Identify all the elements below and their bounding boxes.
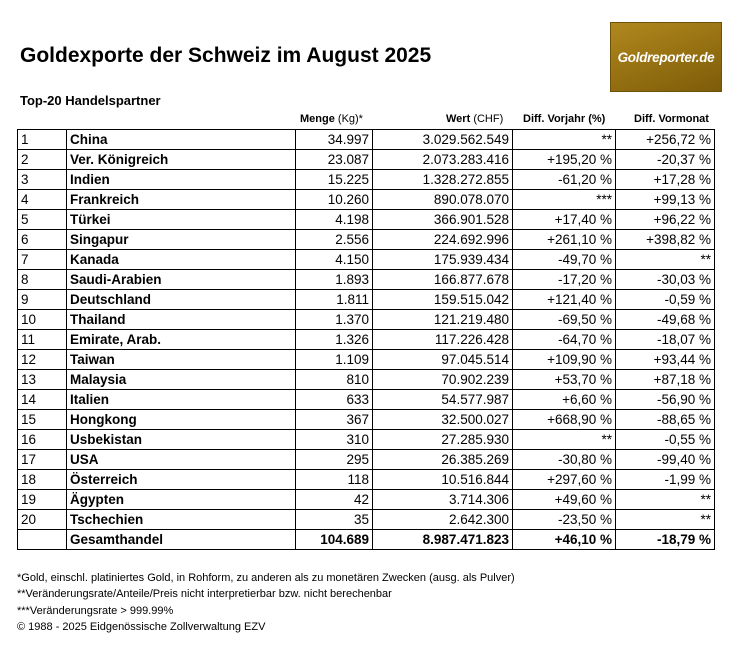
country-cell: China — [67, 130, 296, 150]
rank-cell: 19 — [18, 490, 67, 510]
diff-vormonat-cell: -18,07 % — [616, 330, 715, 350]
rank-cell: 4 — [18, 190, 67, 210]
quantity-cell: 295 — [296, 450, 373, 470]
country-cell: Malaysia — [67, 370, 296, 390]
diff-vorjahr-cell: +668,90 % — [513, 410, 616, 430]
diff-vormonat-cell: -99,40 % — [616, 450, 715, 470]
value-cell: 2.073.283.416 — [373, 150, 513, 170]
diff-vorjahr-cell: +6,60 % — [513, 390, 616, 410]
diff-vormonat-cell: +99,13 % — [616, 190, 715, 210]
total-diff-vormonat-cell: -18,79 % — [616, 530, 715, 550]
diff-vorjahr-cell: -23,50 % — [513, 510, 616, 530]
value-cell: 26.385.269 — [373, 450, 513, 470]
rank-cell: 12 — [18, 350, 67, 370]
value-cell: 366.901.528 — [373, 210, 513, 230]
table-subtitle: Top-20 Handelspartner — [20, 93, 161, 108]
value-cell: 10.516.844 — [373, 470, 513, 490]
diff-vormonat-cell: ** — [616, 250, 715, 270]
total-rank-cell — [18, 530, 67, 550]
value-cell: 121.219.480 — [373, 310, 513, 330]
diff-vormonat-cell: +96,22 % — [616, 210, 715, 230]
table-row — [18, 350, 715, 370]
quantity-cell: 4.198 — [296, 210, 373, 230]
diff-vorjahr-cell: +17,40 % — [513, 210, 616, 230]
footnote-not-interpretable: **Veränderungsrate/Anteile/Preis nicht interpretierbar bzw. nicht berechenbar — [17, 588, 392, 601]
quantity-cell: 10.260 — [296, 190, 373, 210]
quantity-cell: 42 — [296, 490, 373, 510]
country-cell: Usbekistan — [67, 430, 296, 450]
table-row — [18, 510, 715, 530]
country-cell: Indien — [67, 170, 296, 190]
diff-vorjahr-cell: -49,70 % — [513, 250, 616, 270]
logo-text: Goldreporter.de — [617, 49, 715, 65]
rank-cell: 11 — [18, 330, 67, 350]
value-cell: 175.939.434 — [373, 250, 513, 270]
footnote-rate-limit: ***Veränderungsrate > 999.99% — [17, 604, 174, 617]
diff-vorjahr-cell: -61,20 % — [513, 170, 616, 190]
quantity-cell: 367 — [296, 410, 373, 430]
diff-vorjahr-cell: -69,50 % — [513, 310, 616, 330]
diff-vorjahr-cell: +109,90 % — [513, 350, 616, 370]
goldreporter-logo[interactable] — [610, 22, 722, 92]
quantity-cell: 23.087 — [296, 150, 373, 170]
country-cell: Ägypten — [67, 490, 296, 510]
diff-vorjahr-cell: ** — [513, 130, 616, 150]
value-cell: 1.328.272.855 — [373, 170, 513, 190]
quantity-cell: 34.997 — [296, 130, 373, 150]
diff-vormonat-cell: -0,55 % — [616, 430, 715, 450]
value-cell: 166.877.678 — [373, 270, 513, 290]
diff-vormonat-cell: +398,82 % — [616, 230, 715, 250]
rank-cell: 15 — [18, 410, 67, 430]
total-quantity-cell: 104.689 — [296, 530, 373, 550]
rank-cell: 13 — [18, 370, 67, 390]
quantity-cell: 1.893 — [296, 270, 373, 290]
country-cell: Österreich — [67, 470, 296, 490]
footnote-copyright: © 1988 - 2025 Eidgenössische Zollverwaltung EZV — [17, 620, 266, 633]
rank-cell: 10 — [18, 310, 67, 330]
country-cell: Frankreich — [67, 190, 296, 210]
country-cell: Tschechien — [67, 510, 296, 530]
total-row — [18, 530, 715, 550]
value-cell: 32.500.027 — [373, 410, 513, 430]
table-row — [18, 370, 715, 390]
diff-vormonat-cell: -1,99 % — [616, 470, 715, 490]
table-row — [18, 470, 715, 490]
diff-vormonat-cell: -56,90 % — [616, 390, 715, 410]
table-row — [18, 290, 715, 310]
value-cell: 97.045.514 — [373, 350, 513, 370]
quantity-cell: 310 — [296, 430, 373, 450]
column-header-diff-vormonat: Diff. Vormonat — [634, 113, 709, 125]
diff-vormonat-cell: -49,68 % — [616, 310, 715, 330]
country-cell: Italien — [67, 390, 296, 410]
value-cell: 3.714.306 — [373, 490, 513, 510]
country-cell: Hongkong — [67, 410, 296, 430]
value-cell: 54.577.987 — [373, 390, 513, 410]
quantity-cell: 1.370 — [296, 310, 373, 330]
quantity-cell: 1.109 — [296, 350, 373, 370]
rank-cell: 5 — [18, 210, 67, 230]
rank-cell: 18 — [18, 470, 67, 490]
total-value-cell: 8.987.471.823 — [373, 530, 513, 550]
diff-vorjahr-cell: ** — [513, 430, 616, 450]
value-cell: 2.642.300 — [373, 510, 513, 530]
value-cell: 159.515.042 — [373, 290, 513, 310]
table-row — [18, 230, 715, 250]
total-diff-vorjahr-cell: +46,10 % — [513, 530, 616, 550]
quantity-cell: 810 — [296, 370, 373, 390]
table-row — [18, 430, 715, 450]
quantity-cell: 4.150 — [296, 250, 373, 270]
footnotes — [17, 570, 515, 635]
diff-vorjahr-cell: +49,60 % — [513, 490, 616, 510]
rank-cell: 2 — [18, 150, 67, 170]
footnote-gold-definition: *Gold, einschl. platiniertes Gold, in Rohform, zu anderen als zu monetären Zwecken (ausg. als Pulver) — [17, 572, 515, 584]
diff-vormonat-cell: ** — [616, 510, 715, 530]
diff-vormonat-cell: ** — [616, 490, 715, 510]
quantity-cell: 1.811 — [296, 290, 373, 310]
quantity-cell: 35 — [296, 510, 373, 530]
country-cell: USA — [67, 450, 296, 470]
country-cell: Emirate, Arab. — [67, 330, 296, 350]
table-row — [18, 330, 715, 350]
value-cell: 3.029.562.549 — [373, 130, 513, 150]
value-cell: 117.226.428 — [373, 330, 513, 350]
diff-vorjahr-cell: +121,40 % — [513, 290, 616, 310]
rank-cell: 16 — [18, 430, 67, 450]
page-title: Goldexporte der Schweiz im August 2025 — [20, 44, 432, 67]
diff-vorjahr-cell: -17,20 % — [513, 270, 616, 290]
value-cell: 890.078.070 — [373, 190, 513, 210]
diff-vormonat-cell: +256,72 % — [616, 130, 715, 150]
table-row — [18, 130, 715, 150]
diff-vormonat-cell: -88,65 % — [616, 410, 715, 430]
country-cell: Kanada — [67, 250, 296, 270]
diff-vorjahr-cell: +195,20 % — [513, 150, 616, 170]
exports-table — [17, 129, 715, 550]
country-cell: Türkei — [67, 210, 296, 230]
diff-vormonat-cell: -20,37 % — [616, 150, 715, 170]
rank-cell: 20 — [18, 510, 67, 530]
diff-vormonat-cell: +93,44 % — [616, 350, 715, 370]
quantity-cell: 1.326 — [296, 330, 373, 350]
value-cell: 27.285.930 — [373, 430, 513, 450]
table-row — [18, 210, 715, 230]
rank-cell: 14 — [18, 390, 67, 410]
diff-vorjahr-cell: +53,70 % — [513, 370, 616, 390]
diff-vormonat-cell: +17,28 % — [616, 170, 715, 190]
table-row — [18, 250, 715, 270]
quantity-cell: 633 — [296, 390, 373, 410]
diff-vorjahr-cell: *** — [513, 190, 616, 210]
column-header-wert: Wert (CHF) — [446, 113, 504, 125]
column-header-diff-vorjahr: Diff. Vorjahr (%) — [523, 113, 606, 125]
rank-cell: 3 — [18, 170, 67, 190]
table-row — [18, 170, 715, 190]
diff-vorjahr-cell: -64,70 % — [513, 330, 616, 350]
rank-cell: 1 — [18, 130, 67, 150]
value-cell: 70.902.239 — [373, 370, 513, 390]
diff-vormonat-cell: +87,18 % — [616, 370, 715, 390]
quantity-cell: 2.556 — [296, 230, 373, 250]
diff-vormonat-cell: -30,03 % — [616, 270, 715, 290]
country-cell: Deutschland — [67, 290, 296, 310]
diff-vorjahr-cell: +297,60 % — [513, 470, 616, 490]
rank-cell: 17 — [18, 450, 67, 470]
country-cell: Singapur — [67, 230, 296, 250]
rank-cell: 7 — [18, 250, 67, 270]
table-row — [18, 150, 715, 170]
column-header-menge: Menge (Kg)* — [300, 113, 363, 125]
rank-cell: 8 — [18, 270, 67, 290]
table-row — [18, 410, 715, 430]
rank-cell: 6 — [18, 230, 67, 250]
table-row — [18, 490, 715, 510]
country-cell: Taiwan — [67, 350, 296, 370]
table-row — [18, 270, 715, 290]
table-row — [18, 190, 715, 210]
country-cell: Thailand — [67, 310, 296, 330]
total-label-cell: Gesamthandel — [67, 530, 296, 550]
rank-cell: 9 — [18, 290, 67, 310]
table-row — [18, 310, 715, 330]
diff-vorjahr-cell: +261,10 % — [513, 230, 616, 250]
quantity-cell: 15.225 — [296, 170, 373, 190]
table-row — [18, 450, 715, 470]
diff-vormonat-cell: -0,59 % — [616, 290, 715, 310]
diff-vorjahr-cell: -30,80 % — [513, 450, 616, 470]
table-row — [18, 390, 715, 410]
quantity-cell: 118 — [296, 470, 373, 490]
value-cell: 224.692.996 — [373, 230, 513, 250]
country-cell: Saudi-Arabien — [67, 270, 296, 290]
country-cell: Ver. Königreich — [67, 150, 296, 170]
